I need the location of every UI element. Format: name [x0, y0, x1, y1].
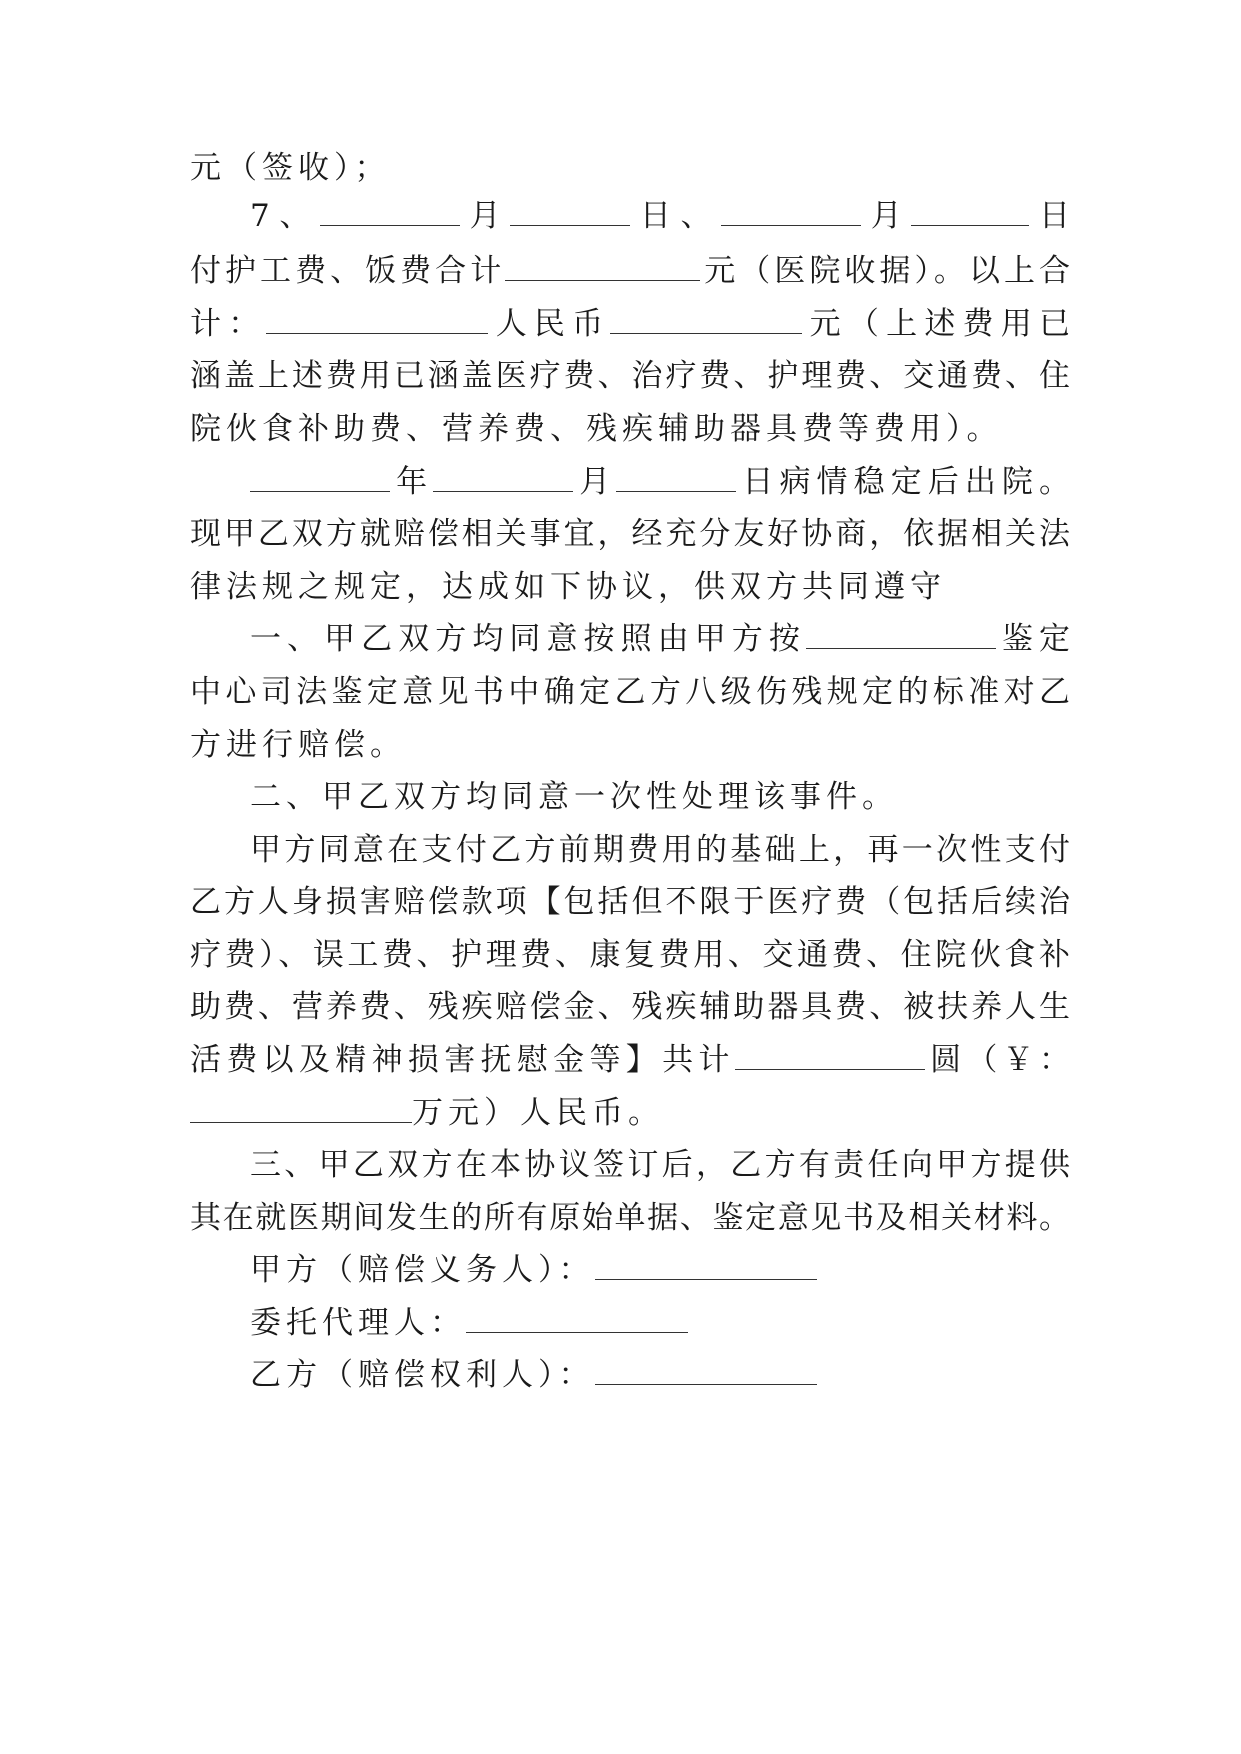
text-line	[250, 190, 1070, 242]
text: 甲方同意在支付乙方前期费用的基础上，再一次性支付	[250, 832, 1070, 868]
text: 助费、营养费、残疾赔偿金、残疾辅助器具费、被扶养人生	[190, 989, 1070, 1025]
text: 乙方（赔偿权利人）：	[250, 1357, 595, 1393]
text-line	[250, 1139, 1070, 1191]
text: 一、甲乙双方均同意按照由甲方按	[250, 621, 806, 657]
text: 日、	[630, 198, 722, 234]
text: 其在就医期间发生的所有原始单据、鉴定意见书及相关材料。	[190, 1200, 1070, 1236]
text-line	[190, 876, 1070, 928]
text-line	[190, 508, 1070, 560]
blank-field	[806, 614, 996, 649]
text-line	[250, 456, 1070, 508]
text: 月	[861, 198, 912, 234]
text-line	[250, 613, 1070, 665]
text: 鉴定	[995, 621, 1071, 657]
text: 甲方（赔偿义务人）：	[250, 1252, 595, 1288]
text: 万元）人民币。	[412, 1095, 664, 1131]
text: 三、甲乙双方在本协议签订后，乙方有责任向甲方提供	[250, 1147, 1070, 1183]
blank-field	[610, 299, 802, 334]
text-line	[190, 719, 1070, 771]
text: 方进行赔偿。	[190, 727, 406, 763]
text-line	[190, 1087, 1070, 1139]
signature-blank	[466, 1298, 688, 1333]
text-line	[190, 561, 1070, 613]
text: 计：	[190, 306, 267, 342]
blank-field	[433, 457, 573, 492]
text-line	[190, 666, 1070, 718]
text: 元（上述费用已	[802, 306, 1071, 342]
text-line	[250, 771, 1070, 823]
text: 付护工费、饭费合计	[190, 253, 506, 289]
blank-field	[735, 1035, 925, 1070]
blank-field	[510, 191, 630, 226]
text: 涵盖上述费用已涵盖医疗费、治疗费、护理费、交通费、住	[190, 358, 1070, 394]
text: 7、	[250, 198, 320, 234]
text: 现甲乙双方就赔偿相关事宜，经充分友好协商，依据相关法	[190, 516, 1070, 552]
text: 月	[573, 464, 617, 500]
signature-blank	[595, 1350, 817, 1385]
text-line	[250, 824, 1070, 876]
text: 中心司法鉴定意见书中确定乙方八级伤残规定的标准对乙	[190, 674, 1070, 710]
signature-line-party-a	[250, 1244, 1070, 1296]
blank-field	[320, 191, 460, 226]
text-line	[190, 1192, 1070, 1244]
text-line	[190, 981, 1070, 1033]
text: 委托代理人：	[250, 1305, 466, 1341]
text: 乙方人身损害赔偿款项【包括但不限于医疗费（包括后续治	[190, 884, 1070, 920]
text: 活费以及精神损害抚慰金等】共计	[190, 1042, 735, 1078]
text: 元（医院收据）。以上合	[700, 253, 1071, 289]
blank-field	[266, 299, 488, 334]
signature-blank	[595, 1245, 817, 1280]
text: 圆（￥：	[924, 1042, 1071, 1078]
text: 元（签收）；	[190, 150, 391, 186]
text: 年	[390, 464, 434, 500]
signature-line-party-b	[250, 1349, 1070, 1401]
text: 院伙食补助费、营养费、残疾辅助器具费等费用）。	[190, 411, 1003, 447]
blank-field	[721, 191, 861, 226]
signature-line-agent	[250, 1297, 1070, 1349]
text-line	[190, 350, 1070, 402]
text-line	[190, 1034, 1070, 1086]
blank-field	[250, 457, 390, 492]
blank-field	[616, 457, 736, 492]
text-line	[190, 298, 1070, 350]
text: 二、甲乙双方均同意一次性处理该事件。	[250, 779, 898, 815]
text: 月	[459, 198, 511, 234]
blank-field	[505, 246, 700, 281]
text-line	[190, 403, 1070, 455]
blank-field	[190, 1088, 412, 1123]
text: 日	[1029, 198, 1071, 234]
text: 人民币	[488, 306, 611, 342]
text-line	[190, 142, 1070, 194]
text: 日病情稳定后出院。	[736, 464, 1071, 500]
blank-field	[911, 191, 1029, 226]
text: 律法规之规定，达成如下协议，供双方共同遵守	[190, 569, 946, 605]
text: 疗费）、误工费、护理费、康复费用、交通费、住院伙食补	[190, 937, 1070, 973]
text-line	[190, 929, 1070, 981]
text-line	[190, 245, 1070, 297]
